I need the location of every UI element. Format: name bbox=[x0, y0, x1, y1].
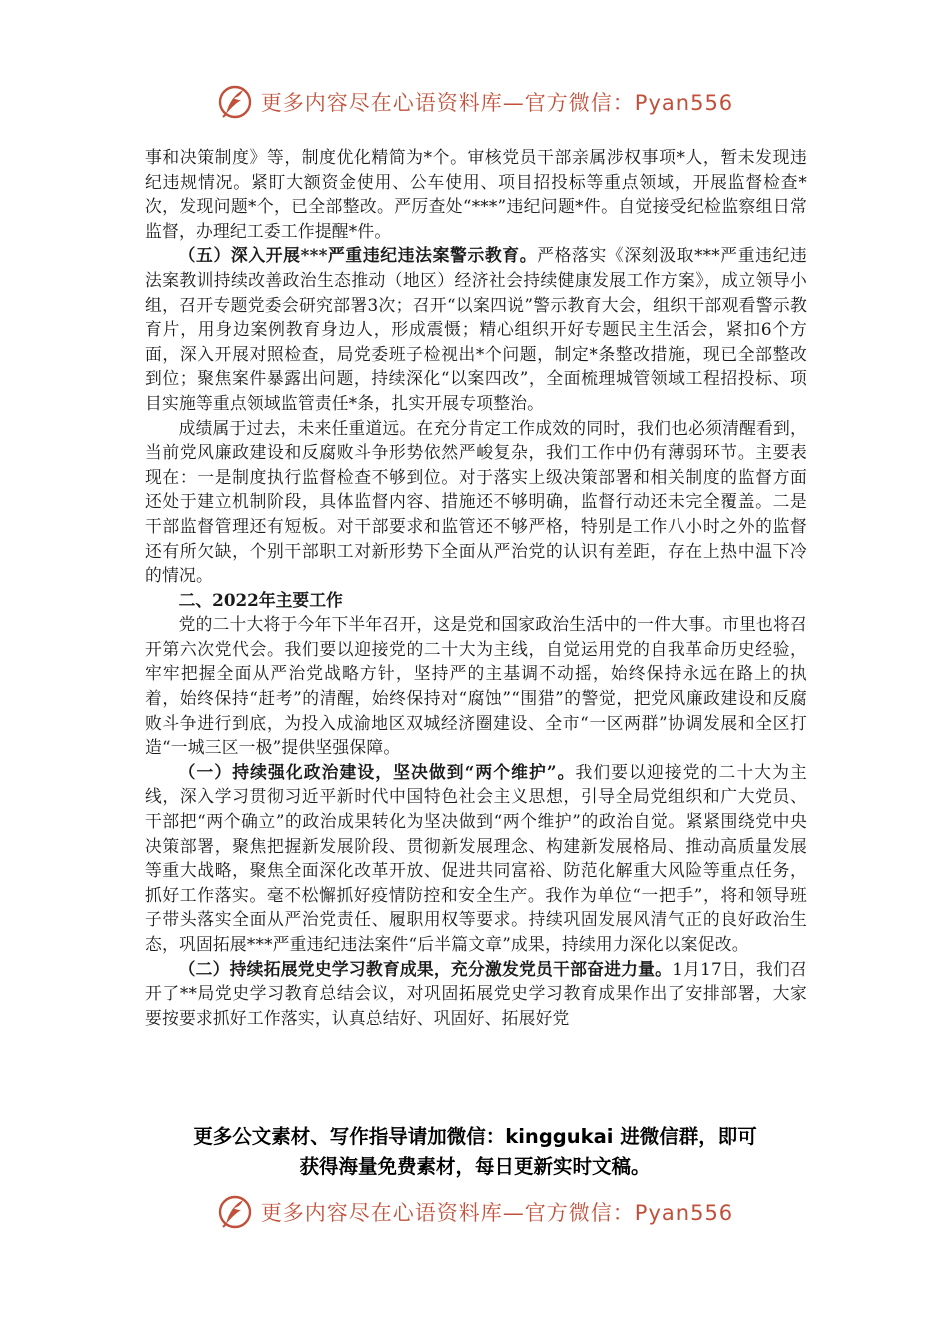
watermark-group bbox=[217, 1194, 733, 1230]
footer-watermark bbox=[0, 1194, 950, 1230]
paragraph-5 bbox=[145, 760, 807, 957]
paragraph-4 bbox=[145, 612, 807, 760]
paragraph-text: 成绩属于过去，未来任重道远。在充分肯定工作成效的同时，我们也必须清醒看到，当前党风廉政建设和反腐败斗争形势依然严峻复杂，我们工作中仍有薄弱环节。主要表现在：一是制度执行监督检查不够到位。对于落实上级决策部署和相关制度的监督方面还处于建立机制阶段，具体监督内容、措施还不够明确，监督行动还未完全覆盖。二是干部监督管理还有短板。对干部要求和监管还不够严格，特别是工作八小时之外的监督还有所欠缺，个别干部职工对新形势下全面从严治党的认识有差距，存在上热中温下冷的情况。 bbox=[145, 417, 807, 586]
paragraph-1 bbox=[145, 145, 807, 243]
section-heading: 二、2022年主要工作 bbox=[178, 589, 343, 610]
quill-logo-icon bbox=[217, 1194, 253, 1230]
paragraph-3 bbox=[145, 416, 807, 588]
paragraph-text: 我们要以迎接党的二十大为主线，深入学习贯彻习近平新时代中国特色社会主义思想，引导全局党组织和广大党员、干部把“两个确立”的政治成果转化为坚决做到“两个维护”的政治自觉。紧紧围绕党中央决策部署，聚焦把握新发展阶段、贯彻新发展理念、构建新发展格局、推动高质量发展等重大战略，聚焦全面深化改革开放、促进共同富裕、防范化解重大风险等重点任务，抓好工作落实。毫不松懈抓好疫情防控和安全生产。我作为单位“一把手”，将和领导班子带头落实全面从严治党责任、履职用权等要求。持续巩固发展风清气正的良好政治生态，巩固拓展***严重违纪违法案件“后半篇文章”成果，持续用力深化以案促改。 bbox=[145, 761, 807, 954]
promo-line-1: 更多公文素材、写作指导请加微信：kinggukai 进微信群，即可 bbox=[193, 1125, 757, 1148]
paragraph-text: 事和决策制度》等，制度优化精简为*个。审核党员干部亲属涉权事项*人，暂未发现违纪违规情况。紧盯大额资金使用、公车使用、项目招投标等重点领域，开展监督检查*次，发现问题*个，已全部整改。严厉查处“***”违纪问题*件。自觉接受纪检监察组日常监督，办理纪工委工作提醒*件。 bbox=[145, 147, 807, 241]
paragraph-lead: （一）持续强化政治建设，坚决做到“两个维护”。 bbox=[178, 761, 576, 782]
paragraph-lead: （五）深入开展***严重违纪违法案警示教育。 bbox=[178, 245, 538, 266]
paragraph-text: 党的二十大将于今年下半年召开，这是党和国家政治生活中的一件大事。市里也将召开第六次党代会。我们要以迎接党的二十大为主线，自觉运用党的自我革命历史经验，牢牢把握全面从严治党战略方针，坚持严的主基调不动摇，始终保持永远在路上的执着，始终保持“赶考”的清醒，始终保持对“腐蚀”“围猎”的警觉，把党风廉政建设和反腐败斗争进行到底，为投入成渝地区双城经济圈建设、全市“一区两群”协调发展和全区打造“一城三区一极”提供坚强保障。 bbox=[145, 614, 807, 758]
watermark-text: 更多内容尽在心语资料库—官方微信：Pyan556 bbox=[260, 91, 734, 115]
watermark-text: 更多内容尽在心语资料库—官方微信：Pyan556 bbox=[260, 1201, 734, 1225]
document-body bbox=[145, 145, 807, 1030]
paragraph-2 bbox=[145, 243, 807, 415]
paragraph-text: 1月17日，我们召开了**局党史学习教育总结会议，对巩固拓展党史学习教育成果作出了安排部署，大家要按要求抓好工作落实，认真总结好、巩固好、拓展好党 bbox=[145, 958, 807, 1028]
watermark-group bbox=[217, 84, 733, 120]
paragraph-6 bbox=[145, 957, 807, 1031]
promo-line-2: 获得海量免费素材，每日更新实时文稿。 bbox=[299, 1155, 651, 1178]
paragraph-lead: （二）持续拓展党史学习教育成果，充分激发党员干部奋进力量。 bbox=[178, 958, 673, 979]
promo-notice bbox=[130, 1122, 820, 1182]
quill-logo-icon bbox=[217, 84, 253, 120]
header-watermark bbox=[0, 84, 950, 120]
paragraph-text: 严格落实《深刻汲取***严重违纪违法案教训持续改善政治生态推动（地区）经济社会持续健康发展工作方案》，成立领导小组，召开专题党委会研究部署3次；召开“以案四说”警示教育大会，组织干部观看警示教育片，用身边案例教育身边人，形成震慑；精心组织开好专题民主生活会，紧扣6个方面，深入开展对照检查，局党委班子检视出*个问题，制定*条整改措施，现已全部整改到位；聚焦案件暴露出问题，持续深化“以案四改”，全面梳理城管领域工程招投标、项目实施等重点领域监管责任*条，扎实开展专项整治。 bbox=[145, 245, 808, 413]
